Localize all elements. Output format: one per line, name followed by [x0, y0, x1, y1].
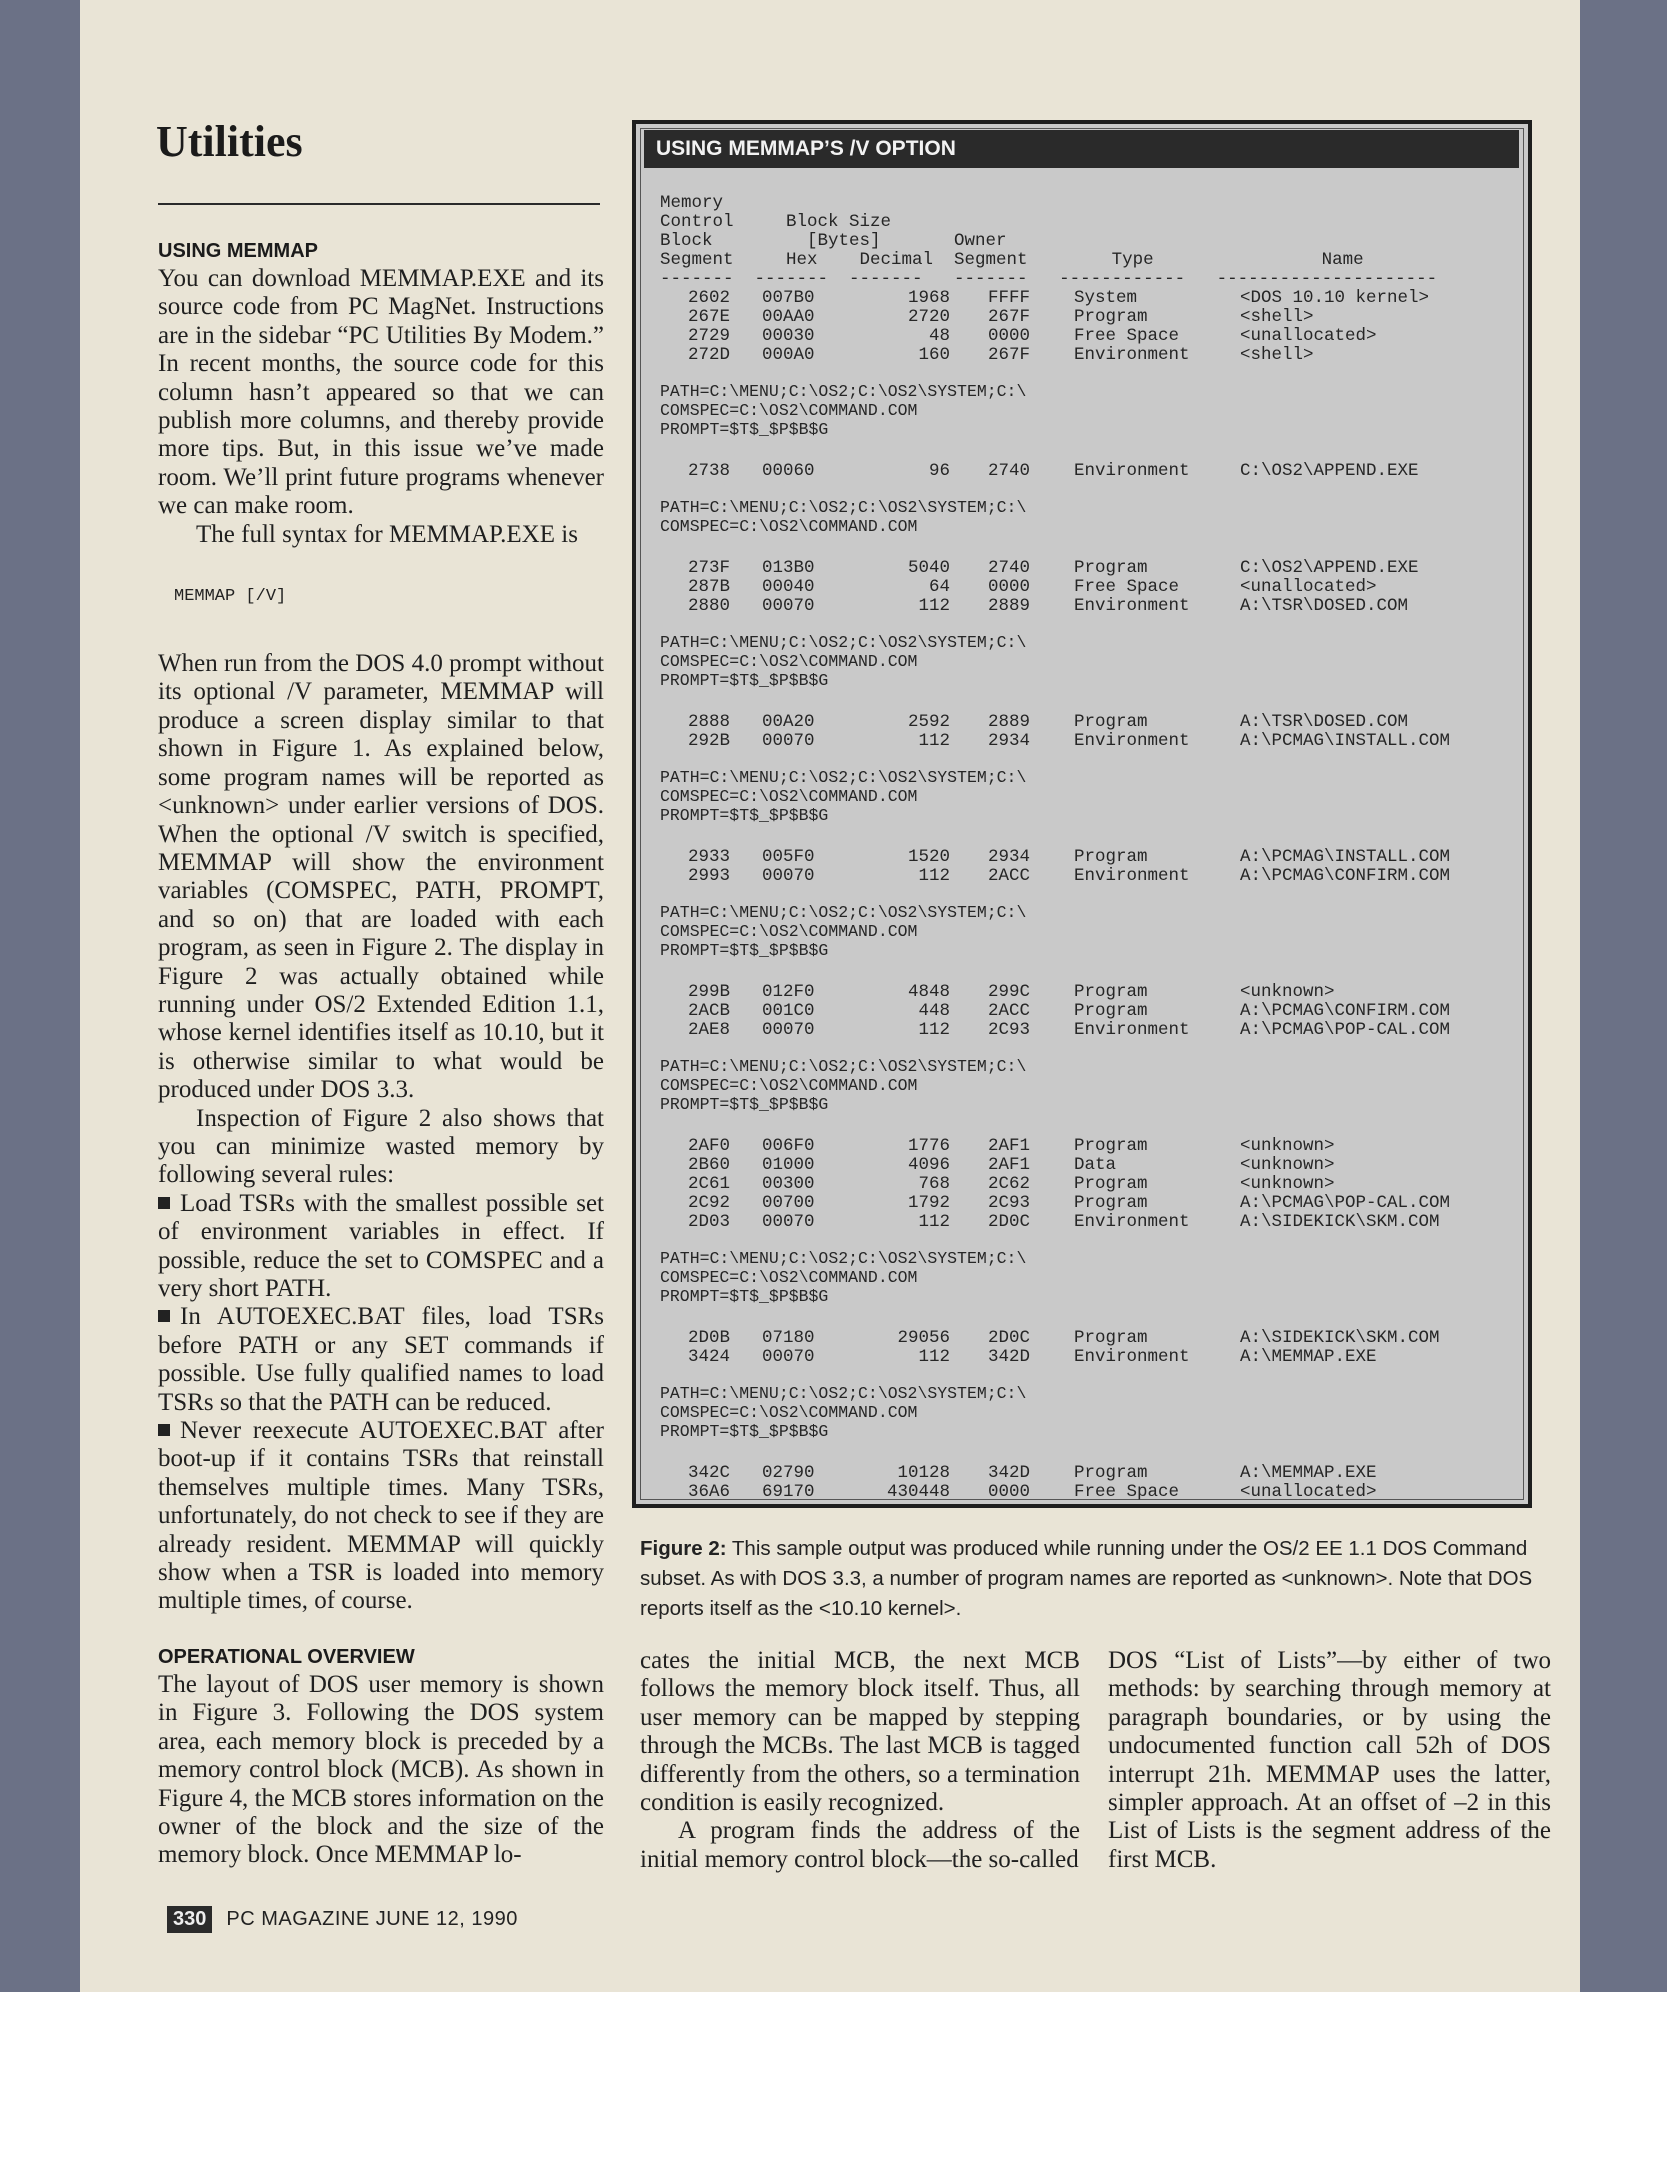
heading-using-memmap: USING MEMMAP [158, 240, 318, 262]
segment-cell: 299B [687, 982, 730, 1002]
segment-cell: 2729 [687, 326, 730, 346]
type-cell: Program [1074, 307, 1148, 327]
segment-cell: 292B [687, 731, 730, 751]
hex-size-cell: 02790 [762, 1463, 815, 1483]
decimal-size-cell: 448 [918, 1001, 950, 1021]
env-comspec-line: COMSPEC=C:\OS2\COMMAND.COM [660, 401, 918, 420]
paragraph: DOS “List of Lists”—by either of two methods: by searching through memory at paragraph boundaries, or by using the undocumented function call 52h of DOS interrupt 21h. MEMMAP uses the latter, simpler approach. At an offset of –2 in this List of Lists is the segment address of the first MCB. [1108, 1647, 1551, 1873]
type-cell: Program [1074, 1328, 1148, 1348]
name-cell: <unknown> [1240, 1174, 1335, 1194]
segment-cell: 2D0B [687, 1328, 730, 1348]
type-cell: Program [1074, 558, 1148, 578]
hex-size-cell: 005F0 [762, 847, 815, 867]
decimal-size-cell: 5040 [907, 558, 950, 578]
caption-label: Figure 2: [640, 1537, 727, 1560]
segment-cell: 36A6 [687, 1482, 730, 1502]
type-cell: System [1074, 288, 1138, 308]
segment-cell: 3424 [687, 1347, 730, 1367]
hex-size-cell: 00A20 [762, 712, 815, 732]
name-cell: A:\SIDEKICK\SKM.COM [1240, 1212, 1440, 1232]
decimal-size-cell: 4848 [907, 982, 950, 1002]
type-cell: Program [1074, 1174, 1148, 1194]
owner-cell: 2889 [988, 596, 1031, 616]
figure-box [632, 120, 1532, 1508]
owner-cell: FFFF [988, 288, 1031, 308]
decimal-size-cell: 10128 [897, 1463, 950, 1483]
hex-size-cell: 001C0 [762, 1001, 815, 1021]
env-comspec-line: COMSPEC=C:\OS2\COMMAND.COM [660, 1268, 918, 1287]
name-cell: A:\TSR\DOSED.COM [1240, 712, 1409, 732]
type-cell: Data [1074, 1155, 1117, 1175]
owner-cell: 342D [988, 1347, 1031, 1367]
header-line: Segment Hex Decimal Segment Type Name [660, 250, 1364, 270]
owner-cell: 299C [988, 982, 1031, 1002]
segment-cell: 2738 [687, 461, 730, 481]
bullet-item: Never reexecute AUTOEXEC.BAT after boot-up if it contains TSRs that reinstall themselves multiple times. Many TSRs, unfortunately, do not check to see if they are already resident. MEMMAP will quickly show when a TSR is loaded into memory multiple times, of course. [158, 1417, 604, 1615]
decimal-size-cell: 2592 [907, 712, 950, 732]
type-cell: Environment [1074, 345, 1190, 365]
env-prompt-line: PROMPT=$T$_$P$B$G [660, 1287, 829, 1306]
hex-size-cell: 00070 [762, 731, 815, 751]
decimal-size-cell: 2720 [907, 307, 950, 327]
table-row [660, 577, 1520, 596]
table-row [660, 1482, 1520, 1501]
header-line: Block [Bytes] Owner [660, 231, 1007, 251]
segment-cell: 342C [687, 1463, 730, 1483]
env-comspec-line: COMSPEC=C:\OS2\COMMAND.COM [660, 922, 918, 941]
header-line: Memory [660, 193, 724, 213]
segment-cell: 267E [687, 307, 730, 327]
env-prompt-line: PROMPT=$T$_$P$B$G [660, 941, 829, 960]
env-prompt-line: PROMPT=$T$_$P$B$G [660, 806, 829, 825]
decimal-size-cell: 112 [918, 866, 950, 886]
segment-cell: 287B [687, 577, 730, 597]
hex-size-cell: 00060 [762, 461, 815, 481]
type-cell: Program [1074, 982, 1148, 1002]
decimal-size-cell: 112 [918, 1347, 950, 1367]
owner-cell: 2889 [988, 712, 1031, 732]
hex-size-cell: 013B0 [762, 558, 815, 578]
syntax-code: MEMMAP [/V] [174, 587, 287, 607]
paragraph: You can download MEMMAP.EXE and its source code from PC MagNet. Instructions are in the sidebar “PC Utilities By Modem.” In recent months, the source code for this column hasn’t appeared so that we can publish more columns, and thereby provide more tips. But, in this issue we’ve made room. We’ll print future programs whenever we can make room. [158, 265, 604, 520]
name-cell: A:\PCMAG\INSTALL.COM [1240, 847, 1451, 867]
table-row [660, 1212, 1520, 1231]
segment-cell: 2993 [687, 866, 730, 886]
owner-cell: 0000 [988, 577, 1031, 597]
env-path-line: PATH=C:\MENU;C:\OS2;C:\OS2\SYSTEM;C:\ [660, 903, 1027, 922]
owner-cell: 2934 [988, 731, 1031, 751]
table-row [660, 326, 1520, 345]
title-rule [158, 203, 600, 205]
table-row [660, 288, 1520, 307]
name-cell: C:\OS2\APPEND.EXE [1240, 558, 1419, 578]
decimal-size-cell: 160 [918, 345, 950, 365]
type-cell: Program [1074, 1193, 1148, 1213]
segment-cell: 2602 [687, 288, 730, 308]
environment-block [660, 633, 1026, 690]
magazine-issue: PC MAGAZINE JUNE 12, 1990 [226, 1908, 518, 1930]
name-cell: A:\MEMMAP.EXE [1240, 1347, 1377, 1367]
table-row [660, 307, 1520, 326]
paragraph: The full syntax for MEMMAP.EXE is [196, 520, 578, 548]
hex-size-cell: 69170 [762, 1482, 815, 1502]
type-cell: Environment [1074, 866, 1190, 886]
name-cell: <unknown> [1240, 982, 1335, 1002]
env-path-line: PATH=C:\MENU;C:\OS2;C:\OS2\SYSTEM;C:\ [660, 1384, 1027, 1403]
name-cell: A:\TSR\DOSED.COM [1240, 596, 1409, 616]
name-cell: A:\PCMAG\POP-CAL.COM [1240, 1020, 1451, 1040]
type-cell: Program [1074, 847, 1148, 867]
hex-size-cell: 000A0 [762, 345, 815, 365]
paragraph: A program finds the address of the initial memory control block—the so-called [640, 1817, 1080, 1873]
env-comspec-line: COMSPEC=C:\OS2\COMMAND.COM [660, 652, 918, 671]
name-cell: A:\PCMAG\POP-CAL.COM [1240, 1193, 1451, 1213]
name-cell: <shell> [1240, 345, 1314, 365]
env-comspec-line: COMSPEC=C:\OS2\COMMAND.COM [660, 787, 918, 806]
table-header [660, 194, 1437, 289]
name-cell: <unallocated> [1240, 326, 1377, 346]
segment-cell: 2888 [687, 712, 730, 732]
name-cell: A:\PCMAG\CONFIRM.COM [1240, 866, 1451, 886]
segment-cell: 2933 [687, 847, 730, 867]
name-cell: A:\MEMMAP.EXE [1240, 1463, 1377, 1483]
section-title: Utilities [156, 117, 303, 166]
name-cell: <unallocated> [1240, 577, 1377, 597]
hex-size-cell: 007B0 [762, 288, 815, 308]
table-row [660, 558, 1520, 577]
env-comspec-line: COMSPEC=C:\OS2\COMMAND.COM [660, 517, 918, 536]
owner-cell: 0000 [988, 1482, 1031, 1502]
decimal-size-cell: 112 [918, 1020, 950, 1040]
environment-block [660, 903, 1026, 960]
decimal-size-cell: 430448 [886, 1482, 950, 1502]
decimal-size-cell: 1520 [907, 847, 950, 867]
caption-text: This sample output was produced while running under the OS/2 EE 1.1 DOS Command subset. As with DOS 3.3, a number of program names are reported as <unknown>. Note that DOS reports itself as the <10.10 kernel>. [640, 1537, 1533, 1620]
table-row [660, 1155, 1520, 1174]
segment-cell: 2ACB [687, 1001, 730, 1021]
hex-size-cell: 00040 [762, 577, 815, 597]
hex-size-cell: 07180 [762, 1328, 815, 1348]
type-cell: Program [1074, 1001, 1148, 1021]
hex-size-cell: 00300 [762, 1174, 815, 1194]
table-row [660, 1193, 1520, 1212]
decimal-size-cell: 29056 [897, 1328, 950, 1348]
hex-size-cell: 00070 [762, 1212, 815, 1232]
decimal-size-cell: 112 [918, 1212, 950, 1232]
name-cell: <unallocated> [1240, 1482, 1377, 1502]
env-path-line: PATH=C:\MENU;C:\OS2;C:\OS2\SYSTEM;C:\ [660, 1057, 1027, 1076]
page-footer [167, 1906, 518, 1933]
segment-cell: 2AE8 [687, 1020, 730, 1040]
decimal-size-cell: 1792 [907, 1193, 950, 1213]
table-row [660, 847, 1520, 866]
header-line: Control Block Size [660, 212, 892, 232]
bullet-icon [158, 1424, 170, 1436]
hex-size-cell: 00070 [762, 596, 815, 616]
decimal-size-cell: 768 [918, 1174, 950, 1194]
page-number: 330 [167, 1906, 212, 1933]
owner-cell: 2C93 [988, 1020, 1031, 1040]
type-cell: Free Space [1074, 326, 1180, 346]
type-cell: Program [1074, 1136, 1148, 1156]
env-comspec-line: COMSPEC=C:\OS2\COMMAND.COM [660, 1076, 918, 1095]
type-cell: Free Space [1074, 577, 1180, 597]
segment-cell: 2880 [687, 596, 730, 616]
environment-block [660, 1249, 1026, 1306]
type-cell: Environment [1074, 1347, 1190, 1367]
bullet-item: Load TSRs with the smallest possible set of environment variables in effect. If possible, reduce the set to COMSPEC and a very short PATH. [158, 1189, 604, 1302]
environment-block [660, 1057, 1026, 1114]
env-prompt-line: PROMPT=$T$_$P$B$G [660, 1422, 829, 1441]
segment-cell: 2AF0 [687, 1136, 730, 1156]
table-row [660, 1463, 1520, 1482]
table-row [660, 712, 1520, 731]
segment-cell: 2C61 [687, 1174, 730, 1194]
table-row [660, 1347, 1520, 1366]
owner-cell: 2D0C [988, 1328, 1031, 1348]
decimal-size-cell: 96 [928, 461, 950, 481]
decimal-size-cell: 112 [918, 731, 950, 751]
decimal-size-cell: 64 [928, 577, 950, 597]
hex-size-cell: 00AA0 [762, 307, 815, 327]
middle-column [640, 1647, 1080, 1874]
owner-cell: 267F [988, 345, 1031, 365]
name-cell: C:\OS2\APPEND.EXE [1240, 461, 1419, 481]
bullet-item: In AUTOEXEC.BAT files, load TSRs before PATH or any SET commands if possible. Use fully qualified names to load TSRs so that the PATH can be reduced. [158, 1303, 604, 1416]
decimal-size-cell: 4096 [907, 1155, 950, 1175]
environment-block [660, 498, 1026, 536]
hex-size-cell: 00030 [762, 326, 815, 346]
env-path-line: PATH=C:\MENU;C:\OS2;C:\OS2\SYSTEM;C:\ [660, 768, 1027, 787]
type-cell: Environment [1074, 461, 1190, 481]
decimal-size-cell: 48 [928, 326, 950, 346]
paragraph: The layout of DOS user memory is shown in Figure 3. Following the DOS system area, each memory block is preceded by a memory control block (MCB). As shown in Figure 4, the MCB stores information on the owner of the block and the size of the memory block. Once MEMMAP lo- [158, 1670, 604, 1869]
segment-cell: 273F [687, 558, 730, 578]
environment-block [660, 768, 1026, 825]
owner-cell: 2740 [988, 461, 1031, 481]
figure-caption [640, 1534, 1540, 1624]
left-column [158, 240, 604, 1870]
figure-title: USING MEMMAP’S /V OPTION [644, 130, 1519, 168]
decimal-size-cell: 1968 [907, 288, 950, 308]
table-row [660, 1020, 1520, 1039]
type-cell: Environment [1074, 731, 1190, 751]
right-column [1108, 1647, 1551, 1874]
name-cell: A:\SIDEKICK\SKM.COM [1240, 1328, 1440, 1348]
type-cell: Free Space [1074, 1482, 1180, 1502]
hex-size-cell: 00070 [762, 866, 815, 886]
env-prompt-line: PROMPT=$T$_$P$B$G [660, 671, 829, 690]
owner-cell: 267F [988, 307, 1031, 327]
hex-size-cell: 012F0 [762, 982, 815, 1002]
owner-cell: 2D0C [988, 1212, 1031, 1232]
name-cell: <DOS 10.10 kernel> [1240, 288, 1430, 308]
decimal-size-cell: 1776 [907, 1136, 950, 1156]
bullet-icon [158, 1197, 170, 1209]
owner-cell: 2C62 [988, 1174, 1031, 1194]
table-row [660, 596, 1520, 615]
segment-cell: 272D [687, 345, 730, 365]
table-row [660, 345, 1520, 364]
bullet-icon [158, 1310, 170, 1322]
paragraph: cates the initial MCB, the next MCB follows the memory block itself. Thus, all user memory can be mapped by stepping through the MCBs. The last MCB is tagged differently from the others, so a termination condition is easily recognized. [640, 1647, 1080, 1817]
owner-cell: 2AF1 [988, 1136, 1031, 1156]
env-path-line: PATH=C:\MENU;C:\OS2;C:\OS2\SYSTEM;C:\ [660, 1249, 1027, 1268]
environment-block [660, 382, 1026, 439]
env-path-line: PATH=C:\MENU;C:\OS2;C:\OS2\SYSTEM;C:\ [660, 633, 1027, 652]
segment-cell: 2C92 [687, 1193, 730, 1213]
hex-size-cell: 01000 [762, 1155, 815, 1175]
hex-size-cell: 00700 [762, 1193, 815, 1213]
segment-cell: 2D03 [687, 1212, 730, 1232]
hex-size-cell: 00070 [762, 1347, 815, 1367]
header-line: ------- ------- ------- ------- ------------ --------------------- [660, 269, 1438, 289]
env-prompt-line: PROMPT=$T$_$P$B$G [660, 420, 829, 439]
table-row [660, 866, 1520, 885]
paragraph: Inspection of Figure 2 also shows that you can minimize wasted memory by following several rules: [158, 1104, 604, 1189]
name-cell: <unknown> [1240, 1136, 1335, 1156]
env-comspec-line: COMSPEC=C:\OS2\COMMAND.COM [660, 1403, 918, 1422]
table-row [660, 1328, 1520, 1347]
segment-cell: 2B60 [687, 1155, 730, 1175]
hex-size-cell: 00070 [762, 1020, 815, 1040]
table-row [660, 1174, 1520, 1193]
owner-cell: 2ACC [988, 866, 1031, 886]
type-cell: Environment [1074, 1212, 1190, 1232]
env-path-line: PATH=C:\MENU;C:\OS2;C:\OS2\SYSTEM;C:\ [660, 382, 1027, 401]
owner-cell: 2AF1 [988, 1155, 1031, 1175]
owner-cell: 2C93 [988, 1193, 1031, 1213]
name-cell: <shell> [1240, 307, 1314, 327]
owner-cell: 0000 [988, 326, 1031, 346]
type-cell: Program [1074, 1463, 1148, 1483]
env-prompt-line: PROMPT=$T$_$P$B$G [660, 1095, 829, 1114]
heading-operational-overview: OPERATIONAL OVERVIEW [158, 1645, 415, 1668]
table-row [660, 1136, 1520, 1155]
name-cell: A:\PCMAG\CONFIRM.COM [1240, 1001, 1451, 1021]
hex-size-cell: 006F0 [762, 1136, 815, 1156]
environment-block [660, 1384, 1026, 1441]
owner-cell: 2ACC [988, 1001, 1031, 1021]
type-cell: Environment [1074, 1020, 1190, 1040]
owner-cell: 2740 [988, 558, 1031, 578]
table-row [660, 1001, 1520, 1020]
owner-cell: 342D [988, 1463, 1031, 1483]
table-row [660, 731, 1520, 750]
name-cell: A:\PCMAG\INSTALL.COM [1240, 731, 1451, 751]
name-cell: <unknown> [1240, 1155, 1335, 1175]
decimal-size-cell: 112 [918, 596, 950, 616]
table-row [660, 982, 1520, 1001]
paragraph: When run from the DOS 4.0 prompt without its optional /V parameter, MEMMAP will produce a screen display similar to that shown in Figure 1. As explained below, some program names will be reported as <unknown> under earlier versions of DOS. When the optional /V switch is specified, MEMMAP will show the environment variables (COMSPEC, PATH, PROMPT, and so on) that are loaded with each program, as seen in Figure 2. The display in Figure 2 was actually obtained while running under OS/2 Extended Edition 1.1, whose kernel identifies itself as 10.10, but it is otherwise similar to what would be produced under DOS 3.3. [158, 650, 604, 1104]
owner-cell: 2934 [988, 847, 1031, 867]
table-row [660, 461, 1520, 480]
type-cell: Environment [1074, 596, 1190, 616]
env-path-line: PATH=C:\MENU;C:\OS2;C:\OS2\SYSTEM;C:\ [660, 498, 1027, 517]
type-cell: Program [1074, 712, 1148, 732]
